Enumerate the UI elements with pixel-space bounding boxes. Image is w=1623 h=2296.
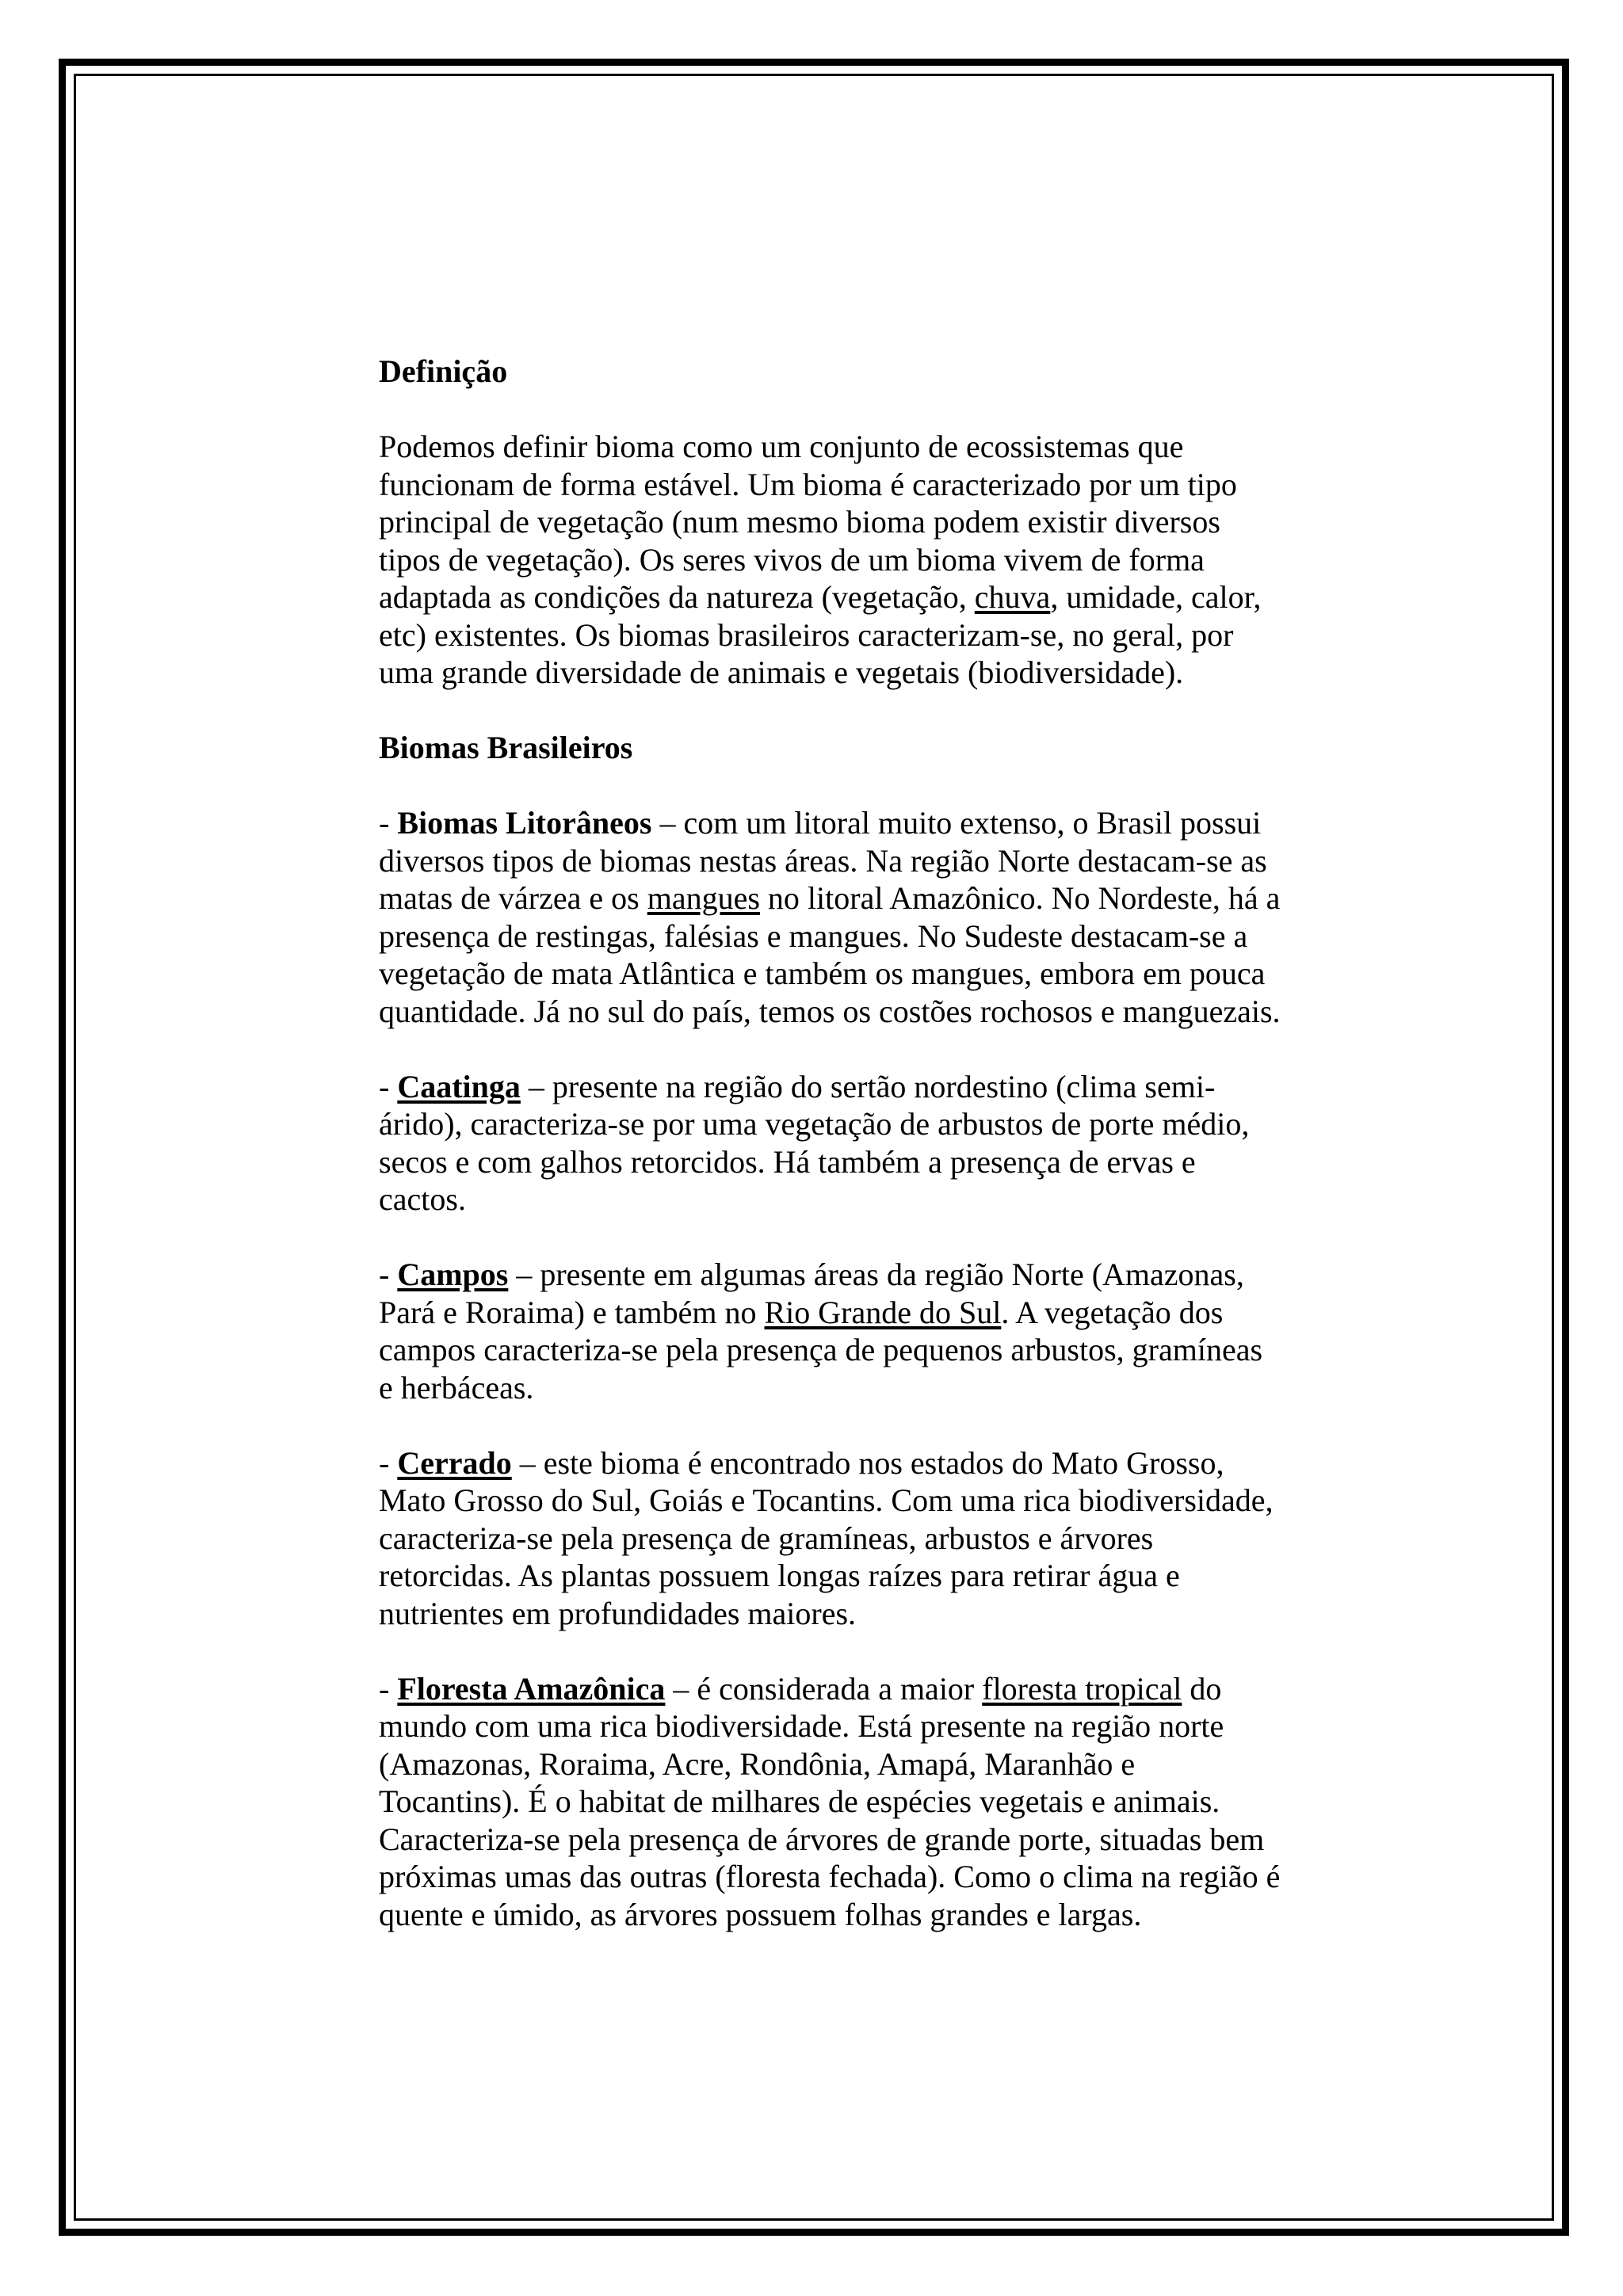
- dash: -: [379, 1257, 398, 1292]
- text: no litoral Amazônico. No Nordeste, há a presença de restingas, falésias e mangues. No Sudeste destacam-se a vegetação de mata Atlântica e também os mangues, embora em pouca quantidade. Já no sul do país, temos os costões rochosos e manguezais.: [379, 880, 1281, 1029]
- title-biomas-litoraneos: Biomas Litorâneos: [397, 805, 652, 841]
- dash: -: [379, 1670, 398, 1707]
- link-campos[interactable]: Campos: [397, 1257, 509, 1292]
- dash: -: [379, 1444, 398, 1481]
- text: do mundo com uma rica biodiversidade. Está presente na região norte (Amazonas, Roraima, Acre, Rondônia, Amapá, Maranhão e Tocantins). É o habitat de milhares de espécies vegetais e animais. Caracteriza-se pela presença de árvores de grande porte, situadas bem próximas umas das outras (floresta fechada). Como o clima na região é quente e úmido, as árvores possuem folhas grandes e largas.: [379, 1670, 1281, 1932]
- link-caatinga[interactable]: Caatinga: [397, 1068, 521, 1104]
- text: , umidade, calor, etc) existentes. Os biomas brasileiros caracterizam-se, no geral, por uma grande diversidade de animais e vegetais (biodiversidade).: [379, 579, 1262, 690]
- text: – é considerada a maior: [665, 1670, 983, 1707]
- link-mangues[interactable]: mangues: [647, 880, 760, 916]
- paragraph-biomas-litoraneos: [379, 804, 1282, 1030]
- paragraph-definicao: [379, 428, 1282, 692]
- text: – presente na região do sertão nordestino (clima semi-árido), caracteriza-se por uma vegetação de arbustos de porte médio, secos e com galhos retorcidos. Há também a presença de ervas e cactos.: [379, 1068, 1250, 1217]
- text: – presente em algumas áreas da região Norte (Amazonas, Pará e Roraima) e também no: [379, 1257, 1244, 1330]
- link-rio-grande-do-sul[interactable]: Rio Grande do Sul: [764, 1294, 1002, 1330]
- text: – este bioma é encontrado nos estados do Mato Grosso, Mato Grosso do Sul, Goiás e Tocantins. Com uma rica biodiversidade, caracteriza-se pela presença de gramíneas, arbustos e árvores retorcidas. As plantas possuem longas raízes para retirar água e nutrientes em profundidades maiores.: [379, 1444, 1274, 1631]
- heading-definicao: Definição: [379, 353, 508, 389]
- paragraph-campos: [379, 1256, 1282, 1406]
- dash: -: [379, 805, 398, 841]
- heading-biomas-brasileiros: Biomas Brasileiros: [379, 730, 633, 765]
- text: . A vegetação dos campos caracteriza-se pela presença de pequenos arbustos, gramíneas e herbáceas.: [379, 1294, 1263, 1405]
- document-body: [379, 353, 1282, 1971]
- link-floresta-amazonica[interactable]: Floresta Amazônica: [397, 1670, 666, 1707]
- text: Podemos definir bioma como um conjunto de ecossistemas que funcionam de forma estável. Um bioma é caracterizado por um tipo principal de vegetação (num mesmo bioma podem existir diversos tipos de vegetação). Os seres vivos de um bioma vivem de forma adaptada as condições da natureza (vegetação,: [379, 429, 1237, 615]
- link-cerrado[interactable]: Cerrado: [397, 1444, 512, 1481]
- dash: -: [379, 1068, 398, 1104]
- paragraph-floresta-amazonica: [379, 1670, 1282, 1934]
- link-floresta-tropical[interactable]: floresta tropical: [982, 1670, 1182, 1707]
- link-chuva[interactable]: chuva: [974, 579, 1051, 615]
- paragraph-caatinga: [379, 1068, 1282, 1219]
- text: – com um litoral muito extenso, o Brasil possui diversos tipos de biomas nestas áreas. Na região Norte destacam-se as matas de várzea e os: [379, 805, 1267, 916]
- paragraph-cerrado: [379, 1444, 1282, 1633]
